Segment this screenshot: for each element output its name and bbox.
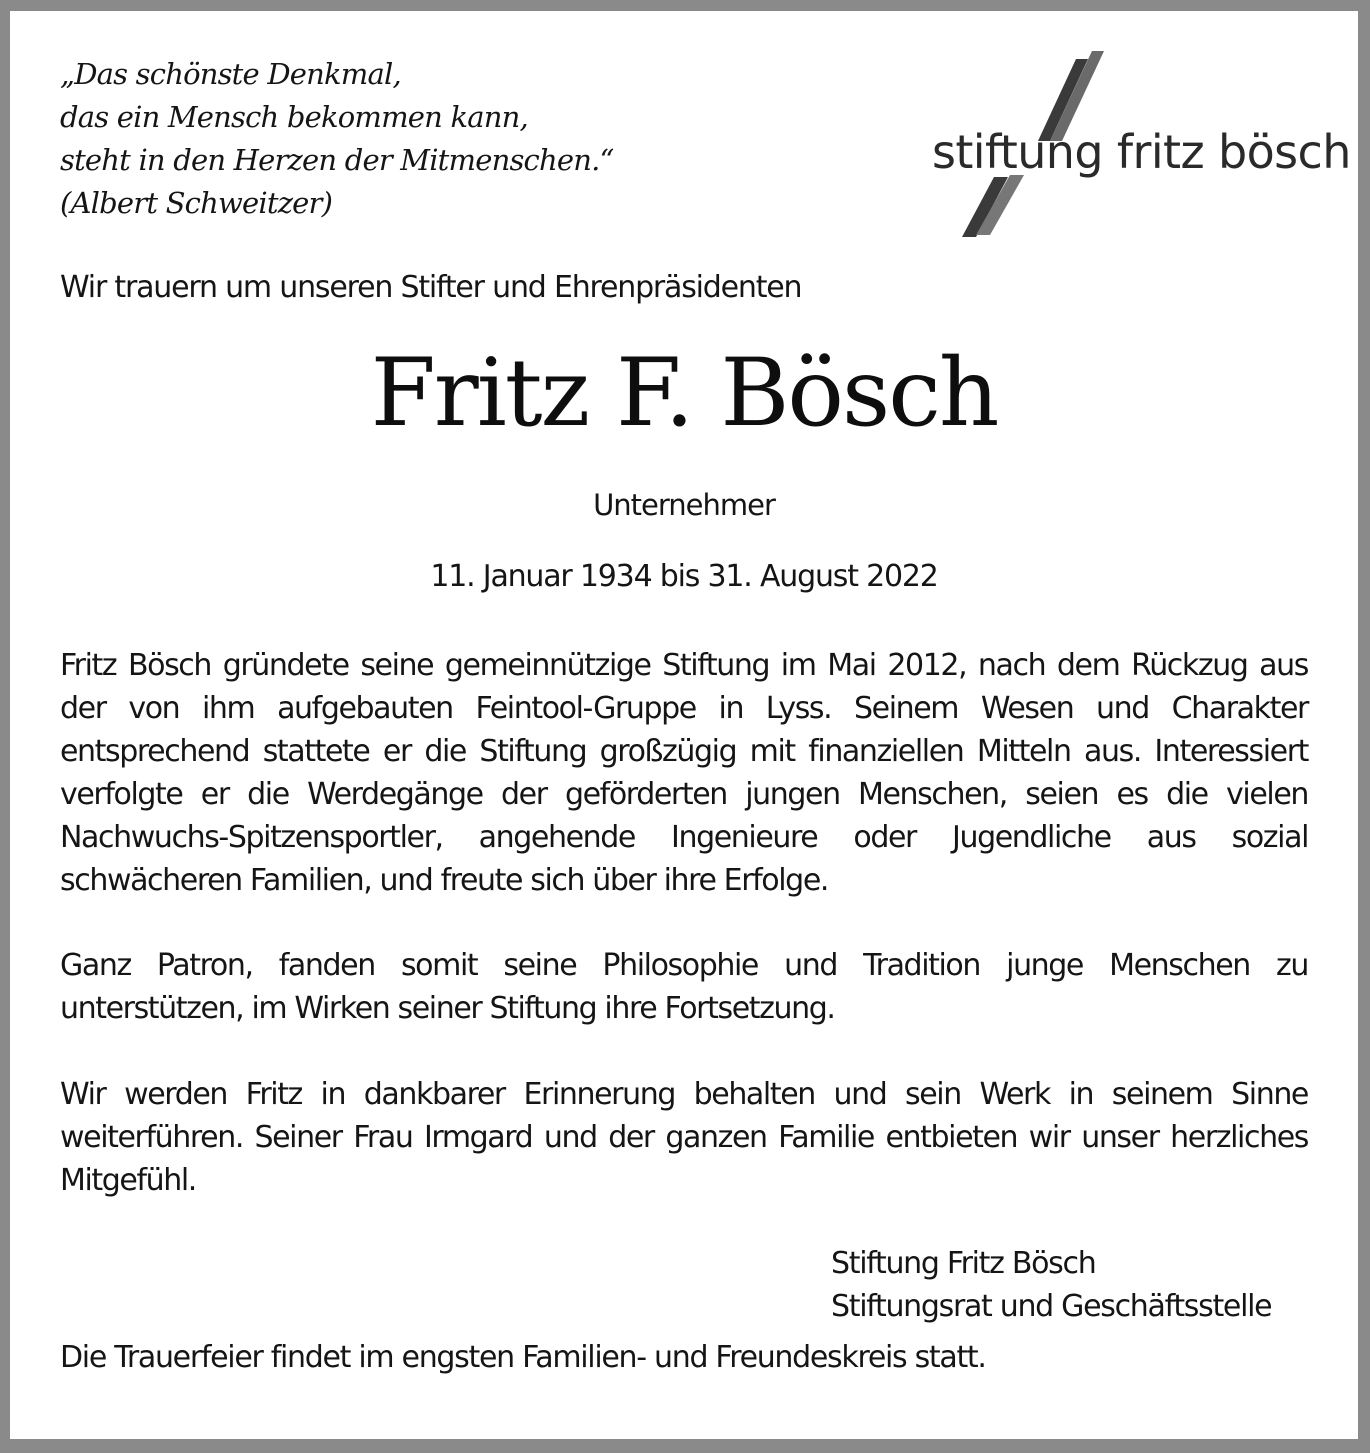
quote-line: „Das schönste Denkmal, bbox=[60, 57, 401, 91]
life-dates: 11. Januar 1934 bis 31. August 2022 bbox=[430, 559, 938, 594]
deceased-name: Fritz F. Bösch bbox=[370, 339, 998, 448]
foundation-logo bbox=[928, 49, 1351, 241]
intro-line: Wir trauern um unseren Stifter und Ehrenpräsidenten bbox=[60, 270, 802, 305]
signature-organization: Stiftung Fritz Bösch bbox=[831, 1246, 1096, 1281]
deceased-occupation: Unternehmer bbox=[593, 488, 775, 522]
quote-line: das ein Mensch bekommen kann, bbox=[60, 100, 528, 134]
quote-author: (Albert Schweitzer) bbox=[60, 186, 333, 220]
logo-wordmark: stiftung fritz bösch bbox=[932, 125, 1351, 179]
quote-block bbox=[60, 53, 614, 225]
body-paragraph-2: Ganz Patron, fanden somit seine Philosophie und Tradition junge Menschen zu unterstützen, im Wirken seiner Stiftung ihre Fortsetzung. bbox=[60, 948, 1308, 1026]
obituary-notice bbox=[10, 11, 1358, 1439]
body-paragraph-1: Fritz Bösch gründete seine gemeinnützige Stiftung im Mai 2012, nach dem Rückzug aus der von ihm aufgebauten Feintool-Gruppe in Lyss. Seinem Wesen und Charakter entsprechend stattete er die Stiftung großzügig mit finanziellen Mitteln aus. Interessiert verfolgte er die Werdegänge der geförderten jungen Menschen, seien es die vielen Nachwuchs-Spitzensportler, angehende Ingenieure oder Jugendliche aus sozial schwächeren Familien, und freute sich über ihre Erfolge. bbox=[60, 648, 1308, 898]
funeral-note: Die Trauerfeier findet im engsten Familien- und Freundeskreis statt. bbox=[60, 1340, 986, 1375]
signature-block bbox=[831, 1242, 1271, 1328]
body-paragraph-3: Wir werden Fritz in dankbarer Erinnerung behalten und sein Werk in seinem Sinne weiterführen. Seiner Frau Irmgard und der ganzen Familie entbieten wir unser herzliches Mitgefühl. bbox=[60, 1077, 1308, 1198]
signature-department: Stiftungsrat und Geschäftsstelle bbox=[831, 1289, 1272, 1324]
quote-line: steht in den Herzen der Mitmenschen.“ bbox=[60, 143, 614, 177]
